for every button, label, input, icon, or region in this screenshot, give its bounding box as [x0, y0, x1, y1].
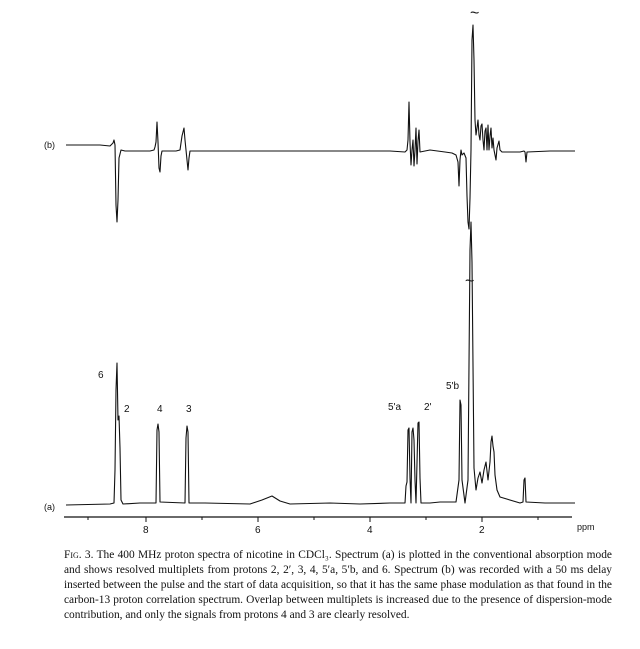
peak-label-2: 2	[124, 404, 130, 415]
axis-unit-ppm: ppm	[577, 522, 595, 532]
trace-label-b: (b)	[44, 140, 55, 150]
spectrum-a	[66, 222, 575, 505]
tick-label-8: 8	[143, 525, 149, 536]
trace-label-a: (a)	[44, 502, 55, 512]
spectrum-a-trace	[66, 222, 575, 505]
peak-label-2prime: 2'	[424, 402, 432, 413]
figure-caption	[64, 548, 612, 623]
caption-label: Fig. 3.	[64, 549, 94, 561]
spectrum-b-trace	[66, 25, 575, 229]
peak-label-5b: 5'b	[446, 381, 460, 392]
spectrum-b	[66, 25, 575, 229]
caption-text: The 400 MHz proton spectra of nicotine in CDCl₃. Spectrum (a) is plotted in the conventional absorption mode and shows resolved multiplets from protons 2, 2′, 3, 4, 5′a, 5′b, and 6. Spectrum (b) was recorded with a 50 ms delay inserted between the pulse and the start of data acquisition, so that it has the same phase modulation as that found in the carbon-13 proton correlation spectrum. Overlap between multiplets is increased due to the presence of dispersion-mode contribution, and only the signals from protons 4 and 3 are clearly resolved.	[64, 549, 612, 621]
tick-label-6: 6	[255, 525, 261, 536]
break-mark-bottom: ~	[465, 273, 475, 290]
ppm-axis	[64, 517, 595, 536]
peak-label-4: 4	[157, 404, 163, 415]
peak-label-5a: 5'a	[388, 402, 402, 413]
peak-label-3: 3	[186, 404, 192, 415]
tick-label-4: 4	[367, 525, 373, 536]
break-mark-top: ~	[470, 5, 480, 22]
tick-label-2: 2	[479, 525, 485, 536]
peak-label-6: 6	[98, 370, 104, 381]
